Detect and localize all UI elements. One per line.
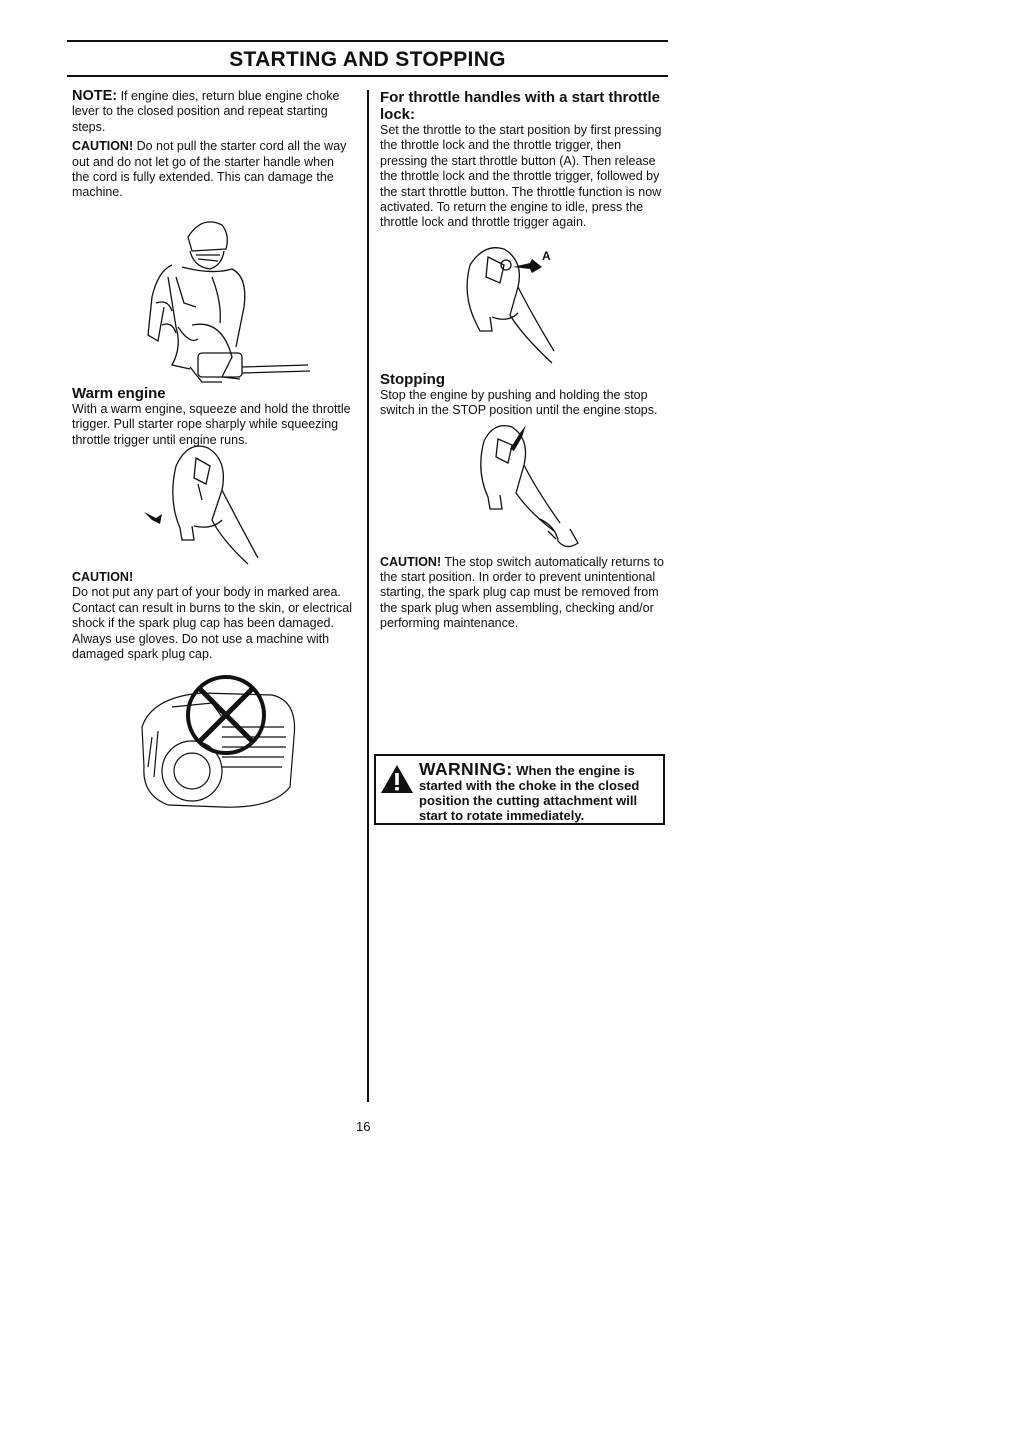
callout-a-label: A <box>542 248 551 263</box>
stopping-heading: Stopping <box>380 370 445 388</box>
left-column <box>72 89 354 813</box>
note-text: If engine dies, return blue engine choke lever to the closed position and repeat starting steps. <box>72 89 340 134</box>
warm-engine-text: With a warm engine, squeeze and hold the throttle trigger. Pull starter rope sharply while squeezing throttle trigger until engine runs. <box>72 401 351 447</box>
warning-triangle-icon <box>380 764 414 794</box>
warning-label: WARNING: <box>419 759 513 779</box>
caution-stop-paragraph <box>380 555 670 632</box>
operator-starting-illustration <box>72 207 354 385</box>
caution-label: CAUTION! <box>72 139 134 154</box>
warm-engine-heading: Warm engine <box>72 384 166 402</box>
top-rule <box>67 40 668 42</box>
caution-text: Do not pull the starter cord all the way out and do not let go of the starter handle when the cord is fully extended. This can damage the machine. <box>72 139 347 200</box>
caution-spark-text: Do not put any part of your body in marked area. Contact can result in burns to the skin, or electrical shock if the spark plug cap has been damaged. Always use gloves. Do not use a machine with damaged spark plug cap. <box>72 585 352 662</box>
start-throttle-figure <box>380 231 670 367</box>
column-divider <box>367 90 369 1102</box>
throttle-lock-text: Set the throttle to the start position by first pressing the throttle lock and the throttle trigger, then pressing the start throttle button (A). Then release the throttle lock and the throttle trigger, followed by the start throttle button. The throttle function is now activated. To return the engine to idle, press the throttle lock and throttle trigger again. <box>380 123 662 230</box>
start-throttle-button-illustration <box>380 231 670 367</box>
caution-pull-paragraph <box>72 139 354 201</box>
throttle-handle-illustration <box>72 440 354 570</box>
page-number: 16 <box>356 1119 371 1134</box>
title-underline <box>67 75 668 77</box>
warning-body: When the engine is started with the choke in the closed position the cutting attachment will start to rotate immediately. <box>419 763 640 823</box>
warning-text <box>419 759 663 823</box>
caution-spark-label: CAUTION! <box>72 570 134 585</box>
right-column <box>380 89 670 632</box>
note-label: NOTE: <box>72 88 118 104</box>
note-paragraph <box>72 89 354 135</box>
stopping-text: Stop the engine by pushing and holding the stop switch in the STOP position until the engine stops. <box>380 387 658 418</box>
stop-switch-illustration <box>380 419 670 553</box>
caution-stop-text: The stop switch automatically returns to the start position. In order to prevent unintentional starting, the spark plug cap must be removed from the spark plug when assembling, checking and/or performing maintenance. <box>380 554 664 631</box>
warning-box <box>374 754 665 825</box>
engine-no-touch-illustration <box>72 667 354 813</box>
page-title: STARTING AND STOPPING <box>229 48 506 71</box>
throttle-lock-heading: For throttle handles with a start throttle lock: <box>380 89 661 123</box>
caution-stop-label: CAUTION! <box>380 554 442 569</box>
